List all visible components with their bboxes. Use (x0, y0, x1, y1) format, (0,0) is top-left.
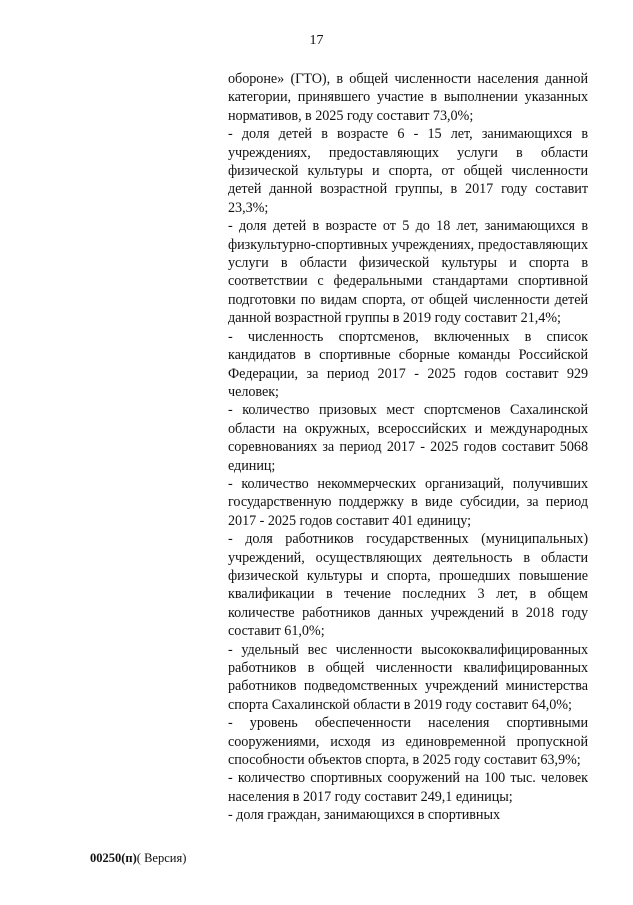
paragraph: - доля граждан, занимающихся в спортивных (228, 807, 500, 824)
document-footer (90, 850, 186, 866)
paragraph: - доля детей в возрасте 6 - 15 лет, занимающихся в учреждениях, предоставляющих услуги в области физической культуры и спорта, от общей численности детей данной возрастной группы, в 2017 году составит 23,3%; (228, 126, 588, 216)
paragraph: обороне» (ГТО), в общей численности населения данной категории, принявшего участие в выполнении указанных нормативов, в 2025 году составит 73,0%; (228, 71, 588, 124)
paragraph: - доля детей в возрасте от 5 до 18 лет, занимающихся в физкультурно-спортивных учреждениях, предоставляющих услуги в области физической культуры и спорта в соответствии с федеральными стандартами спортивной подготовки по видам спорта, от общей численности детей данной возрастной группы в 2019 году составит 21,4%; (228, 218, 588, 327)
paragraph: - доля работников государственных (муниципальных) учреждений, осуществляющих деятельность в области физической культуры и спорта, прошедших повышение квалификации в течение последних 3 лет, в общем количестве работников данных учреждений в 2018 году составит 61,0%; (228, 531, 588, 640)
paragraph: - численность спортсменов, включенных в список кандидатов в спортивные сборные команды Российской Федерации, за период 2017 - 2025 годов составит 929 человек; (228, 328, 588, 400)
paragraph: - количество призовых мест спортсменов Сахалинской области на окружных, всероссийских и международных соревнованиях за период 2017 - 2025 годов составит 5068 единиц; (228, 402, 588, 474)
paragraph: - уровень обеспеченности населения спортивными сооружениями, исходя из единовременной пропускной способности объектов спорта, в 2025 году составит 63,9%; (228, 715, 588, 769)
document-version: ( Версия) (136, 851, 187, 865)
paragraph: - количество некоммерческих организаций, получивших государственную поддержку в виде субсидии, за период 2017 - 2025 годов составит 401 единицу; (228, 475, 588, 529)
paragraph: - количество спортивных сооружений на 100 тыс. человек населения в 2017 году составит 249,1 единицы; (228, 770, 588, 805)
document-code: 00250(п) (90, 851, 137, 865)
page-number: 17 (309, 33, 324, 48)
paragraph: - удельный вес численности высококвалифицированных работников в общей численности квалифицированных работников подведомственных учреждений министерства спорта Сахалинской области в 2019 году составит 64,0%; (228, 641, 588, 713)
document-body (228, 70, 588, 825)
